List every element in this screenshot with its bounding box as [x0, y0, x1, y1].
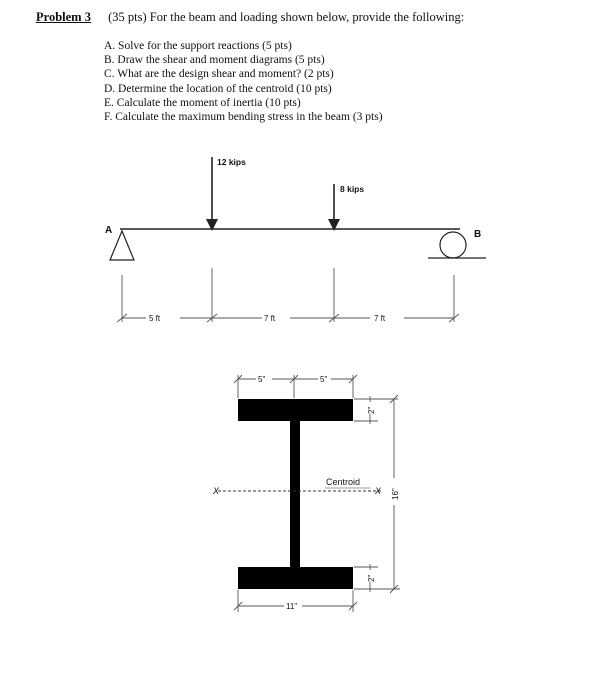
- roller-support-b: [440, 232, 466, 258]
- problem-prompt: (35 pts) For the beam and loading shown below, provide the following:: [108, 10, 465, 24]
- load-1-label: 12 kips: [217, 157, 246, 167]
- i-section: [238, 399, 353, 589]
- span-1-label: 5 ft: [149, 314, 161, 323]
- dim-top-right: 5": [320, 375, 328, 384]
- web: [290, 421, 300, 567]
- pin-support-a: [110, 231, 134, 260]
- span-2-label: 7 ft: [264, 314, 276, 323]
- support-b-label: B: [474, 229, 482, 240]
- dim-top-flange: 2": [367, 406, 376, 414]
- task-item: C. What are the design shear and moment? (2 pts): [104, 68, 334, 81]
- dim-bottom-flange: 2": [367, 574, 376, 582]
- top-flange: [238, 399, 353, 421]
- task-item: F. Calculate the maximum bending stress in the beam (3 pts): [104, 111, 383, 124]
- task-item: A. Solve for the support reactions (5 pts): [104, 40, 292, 52]
- span-extension-lines: [122, 268, 454, 322]
- dim-height: 16": [391, 488, 400, 500]
- load-2-label: 8 kips: [340, 184, 365, 194]
- support-a-label: A: [105, 225, 113, 236]
- bottom-flange: [238, 567, 353, 589]
- centroid-label: Centroid: [326, 477, 361, 487]
- task-item: B. Draw the shear and moment diagrams (5 pts): [104, 54, 325, 67]
- dim-top-left: 5": [258, 375, 266, 384]
- axis-x-left: X: [213, 486, 220, 496]
- task-item: D. Determine the location of the centroid (10 pts): [104, 82, 332, 95]
- span-3-label: 7 ft: [374, 314, 386, 323]
- top-dimension-lines: [234, 375, 357, 398]
- task-item: E. Calculate the moment of inertia (10 pts): [104, 96, 301, 109]
- span-dimension-line: [117, 314, 459, 322]
- problem-label: Problem 3: [36, 10, 91, 24]
- axis-x-right: X: [375, 486, 382, 496]
- dim-bottom-width: 11": [286, 602, 298, 611]
